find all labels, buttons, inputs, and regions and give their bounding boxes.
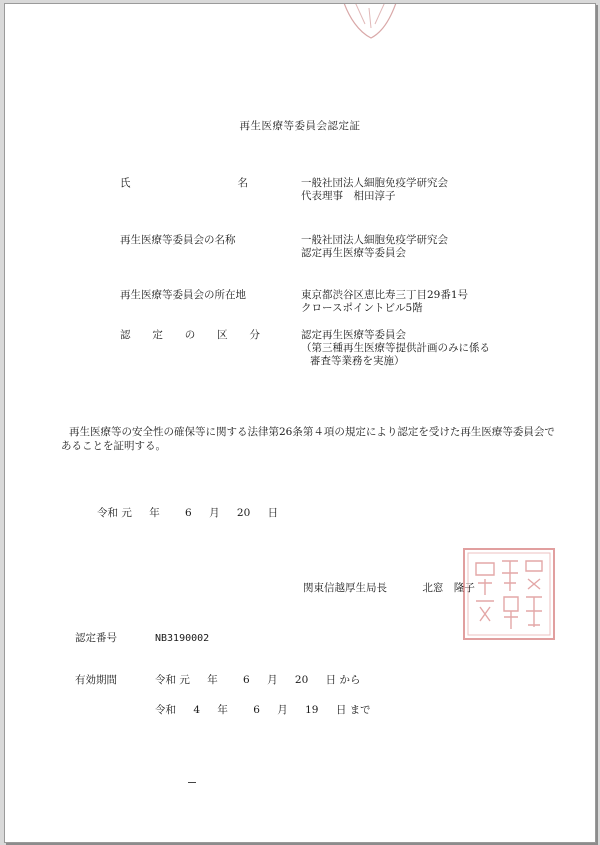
name-label-char-2: 名: [237, 177, 248, 189]
issue-date: [97, 507, 278, 520]
cert-number-label: 認定番号: [75, 632, 117, 644]
issuer-name: 北窓 隆子: [422, 582, 475, 594]
document-title: 再生医療等委員会認定証: [239, 120, 361, 132]
certification-paragraph: 再生医療等の安全性の確保等に関する法律第26条第４項の規定により認定を受けた再生医療等委員会であることを証明する。: [61, 426, 555, 452]
partial-seal-mark: [335, 3, 405, 48]
committee-name-value-line1: 一般社団法人細胞免疫学研究会: [301, 234, 448, 246]
cert-number-value: NB3190002: [155, 633, 210, 644]
validity-to-day-unit: 日: [335, 704, 347, 716]
validity-from-year-unit: 年: [207, 674, 218, 686]
validity-from: [155, 674, 360, 687]
issue-date-month: 6: [185, 507, 192, 519]
category-label-char-4: 区: [217, 329, 228, 341]
validity-to-month-unit: 月: [277, 704, 288, 716]
issuer-line: [303, 582, 475, 595]
name-value-line2: 代表理事 相田淳子: [301, 190, 396, 202]
name-value-line1: 一般社団法人細胞免疫学研究会: [301, 177, 448, 189]
issue-date-day-unit: 日: [267, 507, 279, 519]
validity-to-day: 19: [305, 704, 319, 716]
issue-date-month-unit: 月: [209, 507, 220, 519]
category-value-line3: 審査等業務を実施）: [310, 355, 405, 367]
validity-label: 有効期間: [75, 674, 117, 686]
validity-to-era: 令和: [155, 704, 176, 716]
validity-from-day-unit: 日: [325, 674, 337, 686]
issue-date-year: 元: [121, 507, 132, 519]
validity-from-month-unit: 月: [267, 674, 278, 686]
category-label-char-5: 分: [249, 329, 260, 341]
address-value-line2: クロースポイントビル5階: [301, 302, 423, 314]
committee-name-value-line2: 認定再生医療等委員会: [301, 247, 406, 259]
category-label: [120, 329, 260, 342]
issue-date-year-unit: 年: [149, 507, 160, 519]
validity-from-era: 令和: [155, 674, 176, 686]
issuer-office: 関東信越厚生局長: [303, 582, 387, 594]
validity-to-year: 4: [193, 704, 201, 716]
name-label-char-1: 氏: [120, 177, 131, 189]
committee-name-label: 再生医療等委員会の名称: [120, 234, 236, 246]
stray-mark: [188, 782, 196, 783]
validity-from-suffix: から: [339, 674, 361, 686]
category-value-line2: （第三種再生医療等提供計画のみに係る: [301, 342, 490, 354]
category-label-char-2: 定: [152, 329, 163, 341]
address-label: 再生医療等委員会の所在地: [120, 289, 246, 301]
category-label-char-3: の: [184, 329, 196, 341]
validity-from-month: 6: [243, 674, 250, 686]
category-value-line1: 認定再生医療等委員会: [301, 329, 406, 341]
certificate-page: [4, 3, 596, 843]
address-value-line1: 東京都渋谷区恵比寿三丁目29番1号: [301, 289, 469, 301]
issue-date-era: 令和: [97, 507, 118, 519]
validity-to-year-unit: 年: [217, 704, 228, 716]
validity-to-suffix: まで: [349, 704, 371, 716]
category-label-char-1: 認: [120, 329, 131, 341]
official-seal: [460, 545, 558, 643]
validity-from-year: 元: [179, 674, 190, 686]
issue-date-day: 20: [236, 507, 251, 519]
validity-to: [155, 704, 371, 717]
name-label: [120, 177, 248, 190]
validity-to-month: 6: [253, 704, 260, 716]
validity-from-day: 20: [294, 674, 309, 686]
